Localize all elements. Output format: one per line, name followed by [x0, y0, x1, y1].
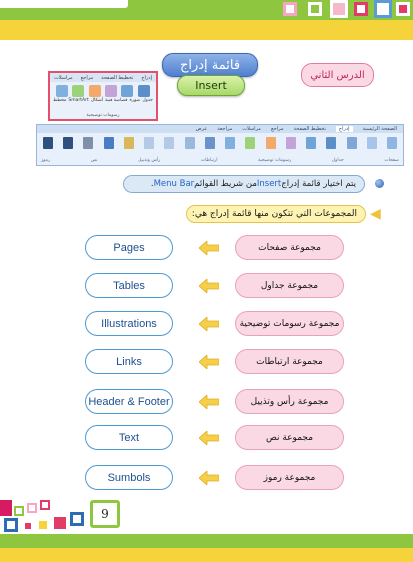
shapes-icon [89, 85, 101, 97]
ribbon-small-label: أشكال [90, 98, 103, 103]
group-english-label: Sumbols [85, 465, 173, 490]
ribbon-tab: إدراج [336, 126, 353, 132]
groups-heading: المجموعات التي تتكون منها قائمة إدراج هي: [186, 205, 366, 223]
decor-square [330, 0, 348, 18]
ribbon-small-label: SmartArt [68, 98, 89, 103]
smartart-icon [245, 137, 255, 149]
decor-square [308, 2, 322, 16]
ribbon-small-label: مخطط [53, 98, 67, 103]
footer-icon [144, 137, 154, 149]
group-arabic-label: مجموعة صفحات [235, 235, 344, 260]
decor-square [27, 503, 37, 513]
left-arrow-icon [199, 431, 219, 445]
ribbon-small-label: قصاصة فنية [105, 98, 128, 103]
ribbon-small-tab: إدراج [141, 74, 152, 81]
ribbon-small-icons [50, 82, 156, 97]
table-icon [138, 85, 150, 97]
ribbon-small-label: جدول [142, 98, 153, 103]
left-arrow-icon [199, 241, 219, 255]
ribbon-tab: مراجع [271, 126, 284, 132]
group-english-label: Header & Footer [85, 389, 173, 414]
dropcap-icon [83, 137, 93, 149]
ribbon-small-tab: مراجع [80, 74, 94, 81]
picture-icon [121, 85, 133, 97]
hyperlink-icon [205, 137, 215, 149]
ribbon-screenshot-full [36, 124, 404, 166]
group-english-label: Illustrations [85, 311, 173, 336]
blank-page-icon [367, 137, 377, 149]
note-middle: من شريط القوائم [194, 179, 257, 189]
ribbon-small-labels [50, 97, 156, 104]
left-arrow-icon [199, 355, 219, 369]
decor-square [396, 2, 410, 16]
left-arrow-icon [199, 279, 219, 293]
ribbon-small-label: صورة [129, 98, 141, 103]
yellow-arrow-icon: ◀ [370, 206, 381, 222]
left-arrow-icon [199, 471, 219, 485]
left-arrow-icon [199, 395, 219, 409]
ribbon-tab: الصفحة الرئيسية [362, 126, 397, 132]
ribbon-tab: مراجعة [217, 126, 233, 132]
group-english-label: Links [85, 349, 173, 374]
chart-icon [56, 85, 68, 97]
group-arabic-label: مجموعة رموز [235, 465, 344, 490]
decor-square [22, 520, 34, 532]
top-white-tab [0, 0, 128, 8]
wordart-icon [104, 137, 114, 149]
ribbon-full-icons [37, 133, 403, 149]
page-break-icon [347, 137, 357, 149]
table-icon [326, 137, 336, 149]
bottom-green-band [0, 534, 413, 548]
smartart-icon [72, 85, 84, 97]
lesson-title-arabic: قائمة إدراج [162, 53, 258, 77]
instruction-note [123, 175, 365, 193]
ribbon-tab: مراسلات [242, 126, 261, 132]
decor-square [70, 512, 84, 526]
ribbon-group-label: رموز [41, 158, 51, 163]
ribbon-full-tabs [37, 125, 403, 133]
equation-icon [63, 137, 73, 149]
blue-bullet-icon [375, 179, 384, 188]
ribbon-group-label: نص [90, 158, 98, 163]
ribbon-small-tabs [50, 73, 156, 82]
ribbon-group-label: رأس وتذييل [138, 158, 161, 163]
picture-icon [306, 137, 316, 149]
group-arabic-label: مجموعة رسومات توضيحية [235, 311, 344, 336]
decor-square [354, 2, 368, 16]
decor-square [14, 506, 24, 516]
group-arabic-label: مجموعة ارتباطات [235, 349, 344, 374]
top-yellow-band [0, 20, 413, 40]
ribbon-screenshot-small [48, 71, 158, 121]
group-arabic-label: مجموعة جداول [235, 273, 344, 298]
chart-icon [225, 137, 235, 149]
ribbon-small-tab: مراسلات [54, 74, 73, 81]
ribbon-full-groups [41, 158, 399, 163]
ribbon-group-label: ارتباطات [200, 158, 218, 163]
ribbon-small-group-label: رسومات توضيحية [86, 113, 120, 118]
ribbon-group-label: رسومات توضيحية [258, 158, 292, 163]
group-arabic-label: مجموعة رأس وتذييل [235, 389, 344, 414]
lesson-title-english: Insert [177, 75, 245, 96]
decor-square [36, 518, 50, 532]
textbox-icon [124, 137, 134, 149]
bottom-yellow-band [0, 548, 413, 562]
clipart-icon [286, 137, 296, 149]
decor-square [40, 500, 50, 510]
page-number: 9 [90, 500, 120, 528]
ribbon-tab: تخطيط الصفحة [293, 126, 326, 132]
clipart-icon [105, 85, 117, 97]
note-insert-word: Insert [256, 179, 282, 189]
ribbon-tab: عرض [195, 126, 208, 132]
symbol-icon [43, 137, 53, 149]
note-prefix: يتم اختيار قائمة إدراج [281, 179, 356, 189]
group-english-label: Tables [85, 273, 173, 298]
decor-square [4, 518, 18, 532]
note-menu-bar: Menu Bar [153, 179, 195, 189]
decor-square [51, 514, 69, 532]
left-arrow-icon [199, 317, 219, 331]
lesson-number-badge: الدرس الثاني [301, 63, 374, 87]
decor-square [0, 500, 12, 516]
decor-square [374, 0, 392, 18]
bookmark-icon [185, 137, 195, 149]
group-english-label: Text [85, 425, 173, 450]
note-suffix: . [150, 179, 154, 189]
header-icon [164, 137, 174, 149]
ribbon-group-label: صفحات [384, 158, 399, 163]
group-arabic-label: مجموعة نص [235, 425, 344, 450]
decor-square [283, 2, 297, 16]
ribbon-group-label: جداول [331, 158, 344, 163]
cover-page-icon [387, 137, 397, 149]
shapes-icon [266, 137, 276, 149]
ribbon-small-tab: تخطيط الصفحة [101, 74, 134, 81]
group-english-label: Pages [85, 235, 173, 260]
